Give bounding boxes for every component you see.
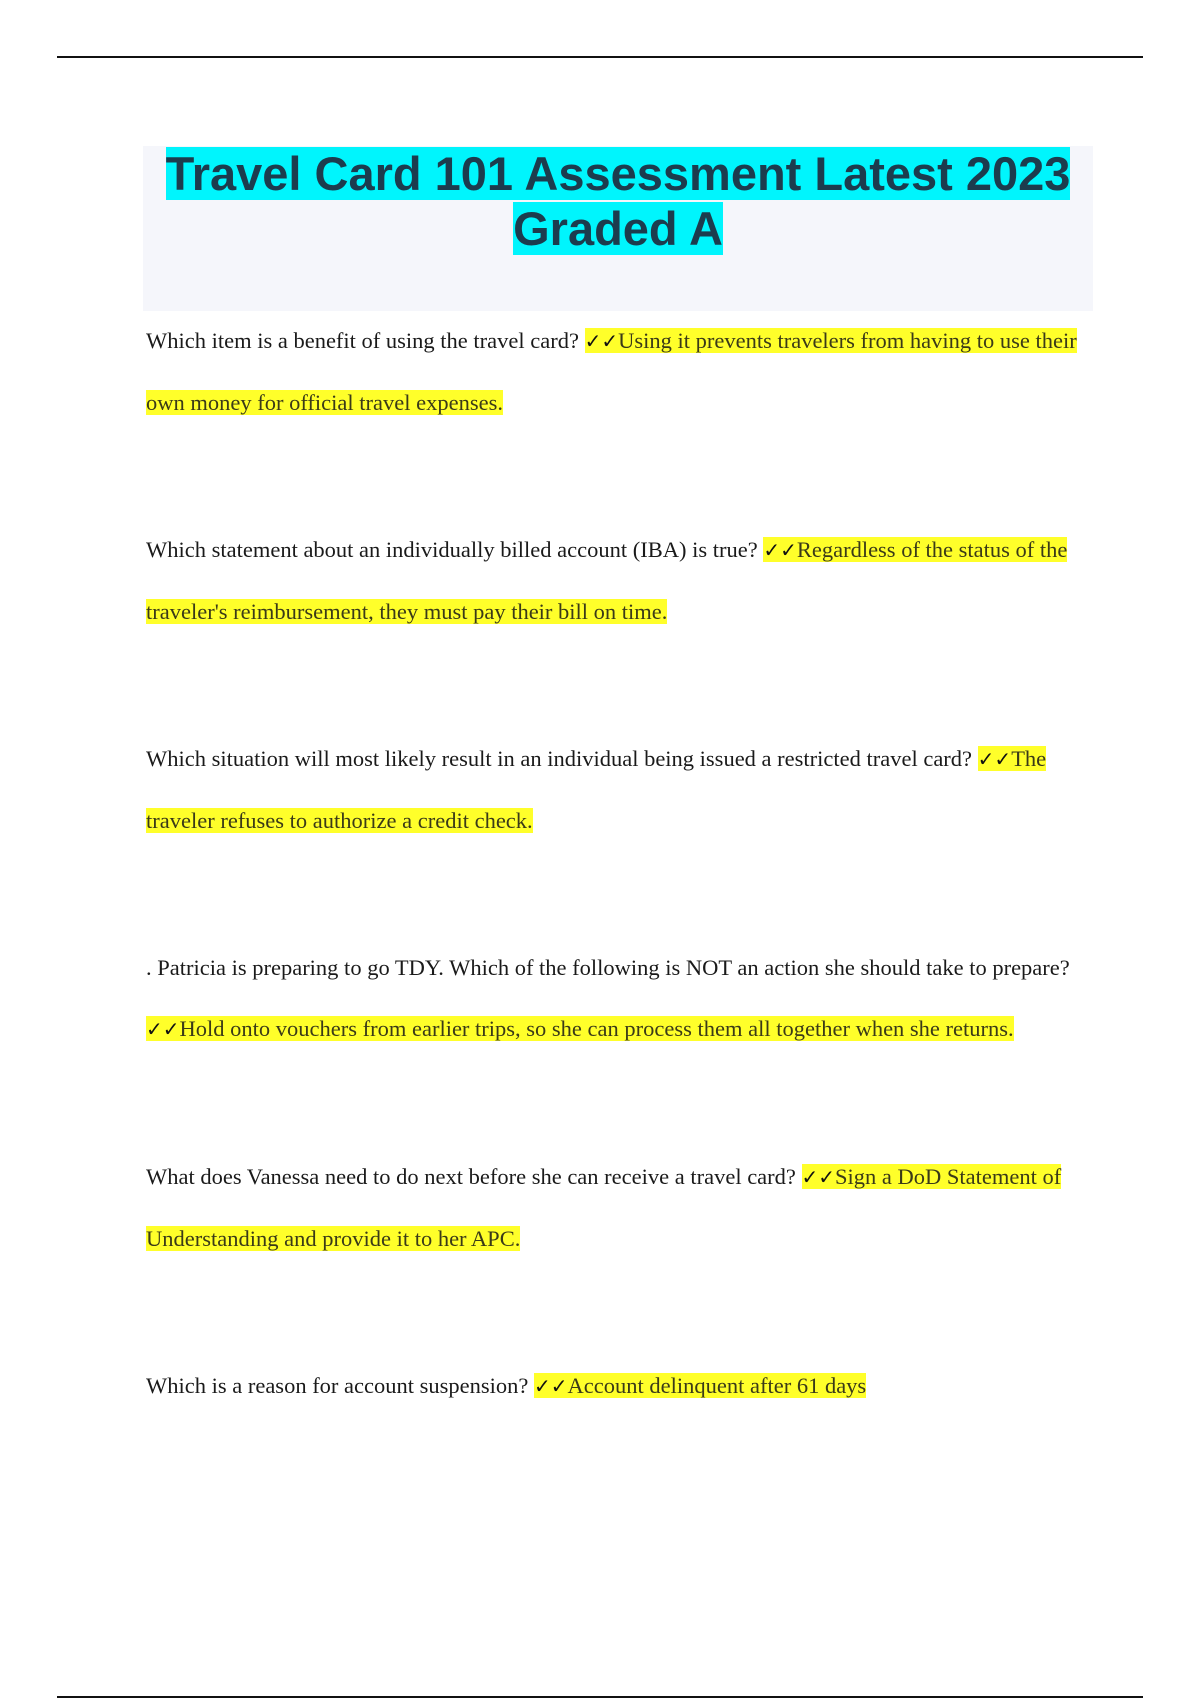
question-text: What does Vanessa need to do next before she can receive a travel card? xyxy=(146,1164,796,1189)
qa-item-3 xyxy=(146,728,1091,851)
answer-text: Regardless of the status of the traveler's reimbursement, they must pay their bill on time. xyxy=(146,537,1068,624)
double-check-icon: ✓✓ xyxy=(584,329,619,353)
answer-highlight xyxy=(534,1373,866,1398)
double-check-icon: ✓✓ xyxy=(977,747,1012,771)
title-block xyxy=(143,146,1093,311)
double-check-icon: ✓✓ xyxy=(534,1374,568,1398)
answer-text: The traveler refuses to authorize a credit check. xyxy=(146,746,1047,833)
answer-text: Account delinquent after 61 days xyxy=(567,1373,867,1398)
top-page-rule xyxy=(57,56,1143,58)
question-text: Which is a reason for account suspension? xyxy=(146,1373,529,1398)
answer-text: Hold onto vouchers from earlier trips, so she can process them all together when she returns. xyxy=(179,1016,1014,1041)
qa-list xyxy=(146,310,1091,1417)
document-title xyxy=(143,146,1093,256)
document-title-text: Travel Card 101 Assessment Latest 2023 Graded A xyxy=(165,147,1071,255)
double-check-icon: ✓✓ xyxy=(801,1165,836,1189)
double-check-icon: ✓✓ xyxy=(146,1017,180,1041)
qa-item-6 xyxy=(146,1355,1091,1417)
question-text: Which situation will most likely result in an individual being issued a restricted travel card? xyxy=(146,746,973,771)
qa-item-1 xyxy=(146,310,1091,433)
qa-item-5 xyxy=(146,1146,1091,1269)
answer-text: Using it prevents travelers from having to use their own money for official travel expenses. xyxy=(146,328,1077,415)
question-text: . Patricia is preparing to go TDY. Which of the following is NOT an action she should take to prepare? xyxy=(146,955,1070,980)
qa-item-4 xyxy=(146,937,1091,1060)
double-check-icon: ✓✓ xyxy=(763,538,797,562)
answer-highlight xyxy=(146,1016,1014,1041)
answer-text: Sign a DoD Statement of Understanding and provide it to her APC. xyxy=(146,1164,1062,1251)
question-text: Which item is a benefit of using the travel card? xyxy=(146,328,579,353)
bottom-page-rule xyxy=(57,1696,1143,1698)
question-text: Which statement about an individually billed account (IBA) is true? xyxy=(146,537,758,562)
qa-item-2 xyxy=(146,519,1091,642)
